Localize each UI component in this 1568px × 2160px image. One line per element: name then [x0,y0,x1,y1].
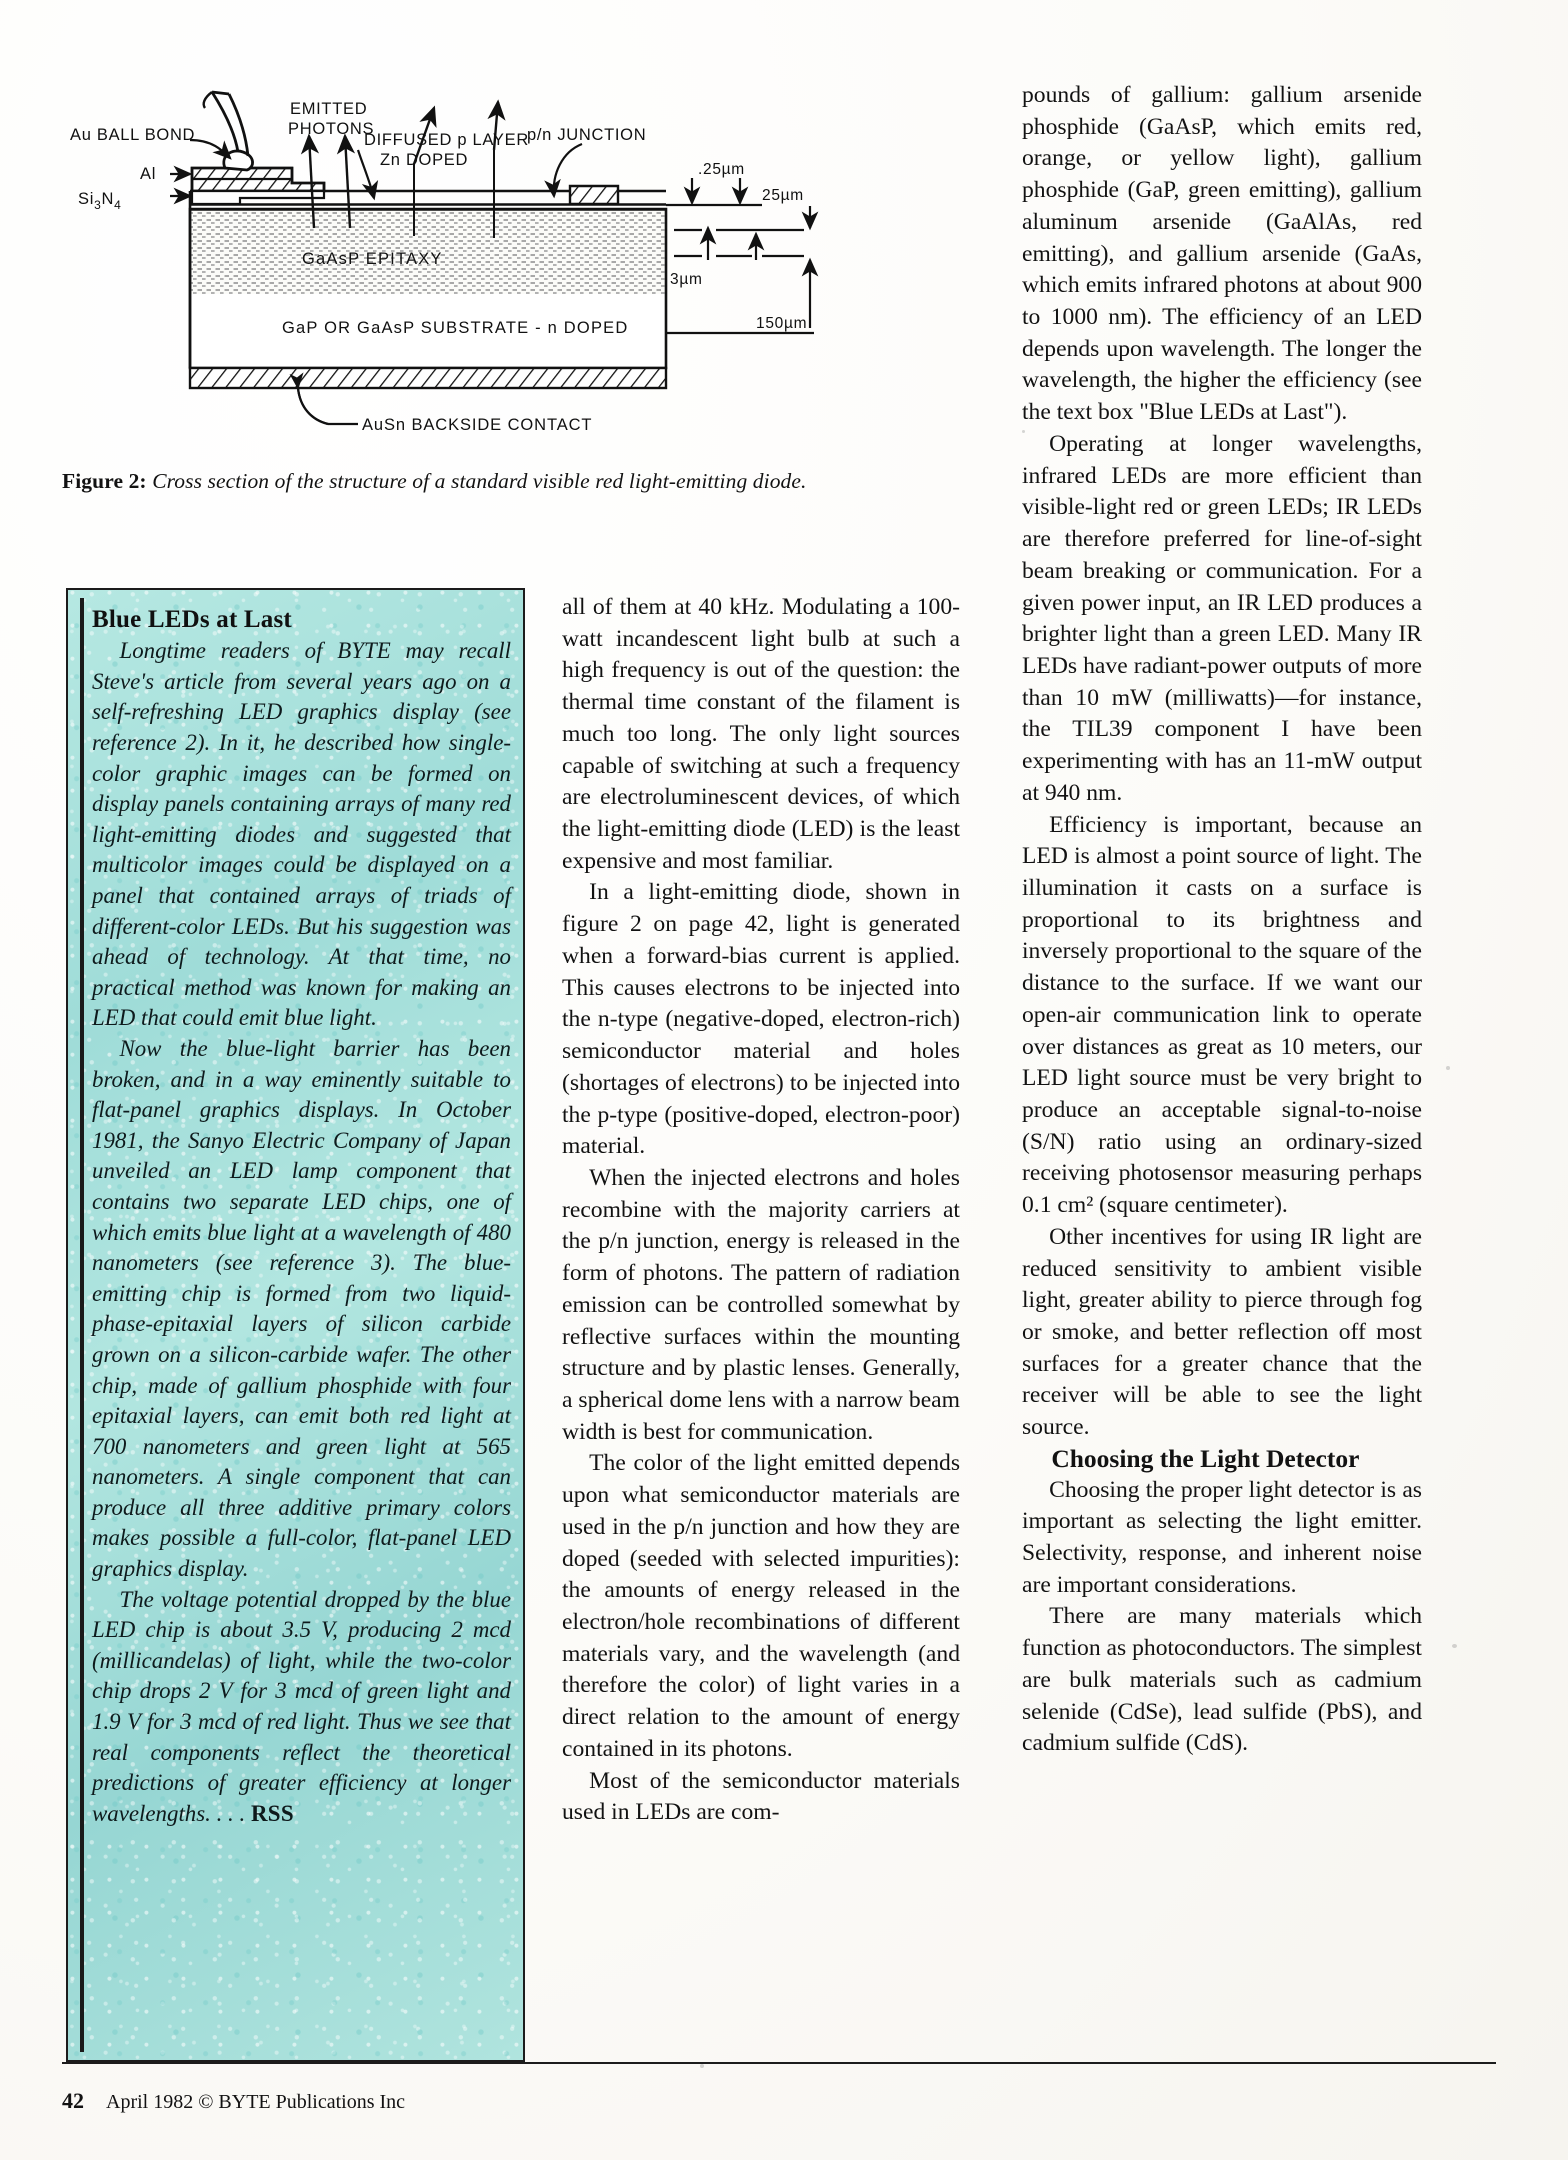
label-pn-junction: p/n JUNCTION [527,126,647,144]
label-gaasp-epitaxy: GaAsP EPITAXY [302,250,443,268]
label-emitted: EMITTED [290,100,368,118]
scan-speck [1446,1066,1450,1070]
label-substrate: GaP OR GaAsP SUBSTRATE - n DOPED [282,319,629,337]
text-box-paragraph: Now the blue-light barrier has been broken, and in a way eminently suitable to flat-panel graphics displays. In October 1981, the Sanyo Electric Company of Japan unveiled an LED lamp component that contains two separate LED chips, one of which emits blue light at a wavelength of 480 nanometers (see reference 3). The blue-emitting chip is formed from two liquid-phase-epitaxial layers of silicon carbide grown on a silicon-carbide wafer. The other chip, made of gallium phosphide with four epitaxial layers, can emit both red light at 700 nanometers and green light at 565 nanometers. A single component that can produce all three additive primary colors makes possible a full-color, flat-panel LED graphics display. [92,1035,511,1582]
body-paragraph: Efficiency is important, because an LED is almost a point source of light. The illumination it casts on a surface is proportional to its brightness and inversely proportional to the square of the distance to the surface. If we want our open-air communication link to operate over distances as great as 10 meters, our LED light source must be very bright to produce an acceptable signal-to-noise (S/N) ratio using an ordinary-sized receiving photosensor measuring perhaps 0.1 cm² (square centimeter). [1022,811,1422,1219]
led-cross-section-svg [62,78,992,478]
figure-caption-label: Figure 2: [62,469,147,493]
page-footer [62,2088,405,2114]
scan-speck [700,2064,704,2068]
body-paragraph: Most of the semiconductor materials used in LEDs are com- [562,1767,960,1826]
label-diffused-p-layer: DIFFUSED p LAYER [364,131,529,149]
label-dim-3um: 3µm [670,271,703,288]
body-paragraph: In a light-emitting diode, shown in figure 2 on page 42, light is generated when a forward-bias current is applied. This causes electrons to be injected into the n-type (negative-doped, electron-rich) semiconductor material and holes (shortages of electrons) to be injected into the p-type (positive-doped, electron-poor) material. [562,879,960,1160]
body-paragraph: all of them at 40 kHz. Modulating a 100-watt incandescent light bulb at such a high frequency is out of the question: the thermal time constant of the filament is much too long. The only light sources capable of switching at such a frequency are electroluminescent devices, of which the light-emitting diode (LED) is the least expensive and most familiar. [562,594,960,874]
label-backside-contact: AuSn BACKSIDE CONTACT [362,416,593,434]
text-box-last-text: The voltage potential dropped by the blue LED chip is about 3.5 V, producing 2 mcd (millicandelas) of light, while the two-color chip drops 2 V for 3 mcd of green light and 1.9 V for 3 mcd of red light. Thus we see that real components reflect the theoretical predictions of greater efficiency at longer wavelengths. . . . [92,1586,511,1826]
text-box-paragraph-last [92,1585,511,1830]
footer-rule [62,2062,1496,2064]
text-box-paragraph: Longtime readers of BYTE may recall Steve's article from several years ago on a self-refreshing LED graphics display (see reference 2). In it, he described how single-color graphic images can be formed on display panels containing arrays of many red light-emitting diodes and suggested that multicolor images could be displayed on a panel that contained arrays of triads of different-color LEDs. But his suggestion was ahead of technology. At that time, no practical method was known for making an LED that could emit blue light. [92,638,511,1031]
text-box-blue-leds [66,588,525,2062]
label-au-ball-bond: Au BALL BOND [70,126,196,144]
label-dim-25um: 25µm [762,187,804,204]
figure-caption-text: Cross section of the structure of a standard visible red light-emitting diode. [152,469,807,493]
section-heading: Choosing the Light Detector [1051,1443,1360,1473]
text-box-signature: RSS [250,1800,294,1826]
scan-speck [1452,1644,1457,1648]
text-box-inner [80,598,511,2052]
label-zn-doped: Zn DOPED [380,151,469,169]
footer-imprint: April 1982 © BYTE Publications Inc [106,2091,406,2113]
body-paragraph: When the injected electrons and holes recombine with the majority carriers at the p/n junction, energy is released in the form of photons. The pattern of radiation emission can be controlled somewhat by reflective surfaces within the mounting structure and by plastic lenses. Generally, a spherical dome lens with a narrow beam width is best for communication. [562,1164,960,1445]
label-dim-150um: 150µm [756,315,808,332]
page-number: 42 [62,2088,84,2113]
body-paragraph: Other incentives for using IR light are reduced sensitivity to ambient visible light, greater ability to pierce through fog or smoke, and better reflection off most surfaces for a greater chance that the receiver will be able to see the light source. [1022,1223,1422,1441]
text-box-title: Blue LEDs at Last [92,606,292,633]
figure-caption [62,468,992,495]
body-paragraph: Choosing the proper light detector is as important as selecting the light emitter. Selectivity, response, and inherent noise are important considerations. [1022,1476,1422,1598]
label-si3n4: $Si_3N_4$ [78,190,122,212]
body-paragraph: pounds of gallium: gallium arsenide phosphide (GaAsP, which emits red, orange, or yellow light), gallium phosphide (GaP, green emitting), gallium aluminum arsenide (GaAlAs, red emitting), and gallium arsenide (GaAs, which emits infrared photons at about 900 to 1000 nm). The efficiency of an LED depends upon wavelength. The longer the wavelength, the higher the efficiency (see the text box "Blue LEDs at Last"). [1022,82,1422,426]
body-paragraph: There are many materials which function as photoconductors. The simplest are bulk materials such as cadmium selenide (CdSe), lead sulfide (PbS), and cadmium sulfide (CdS). [1022,1603,1422,1757]
body-paragraph: The color of the light emitted depends upon what semiconductor materials are used in the p/n junction and how they are doped (seeded with selected impurities): the amounts of energy released in the electron/hole recombinations of different materials vary, and the wavelength (and therefore the color) of light varies in a direct relation to the amount of energy contained in its photons. [562,1450,960,1762]
label-al: Al [140,165,157,183]
text-box-body [92,636,511,1829]
middle-text-column [562,592,960,1829]
figure-2-diagram [62,78,992,478]
right-text-column [1022,80,1422,1760]
label-photons: PHOTONS [288,120,375,138]
body-paragraph: Operating at longer wavelengths, infrared LEDs are more efficient than visible-light red or green LEDs; IR LEDs are therefore preferred for line-of-sight beam breaking or communication. For a given power input, an IR LED produces a brighter light than a green LED. Many IR LEDs have radiant-power outputs of more than 10 mW (milliwatts)—for instance, the TIL39 component I have been experimenting with has an 11-mW output at 940 nm. [1022,430,1422,806]
label-dim-point25um: .25µm [698,161,745,178]
